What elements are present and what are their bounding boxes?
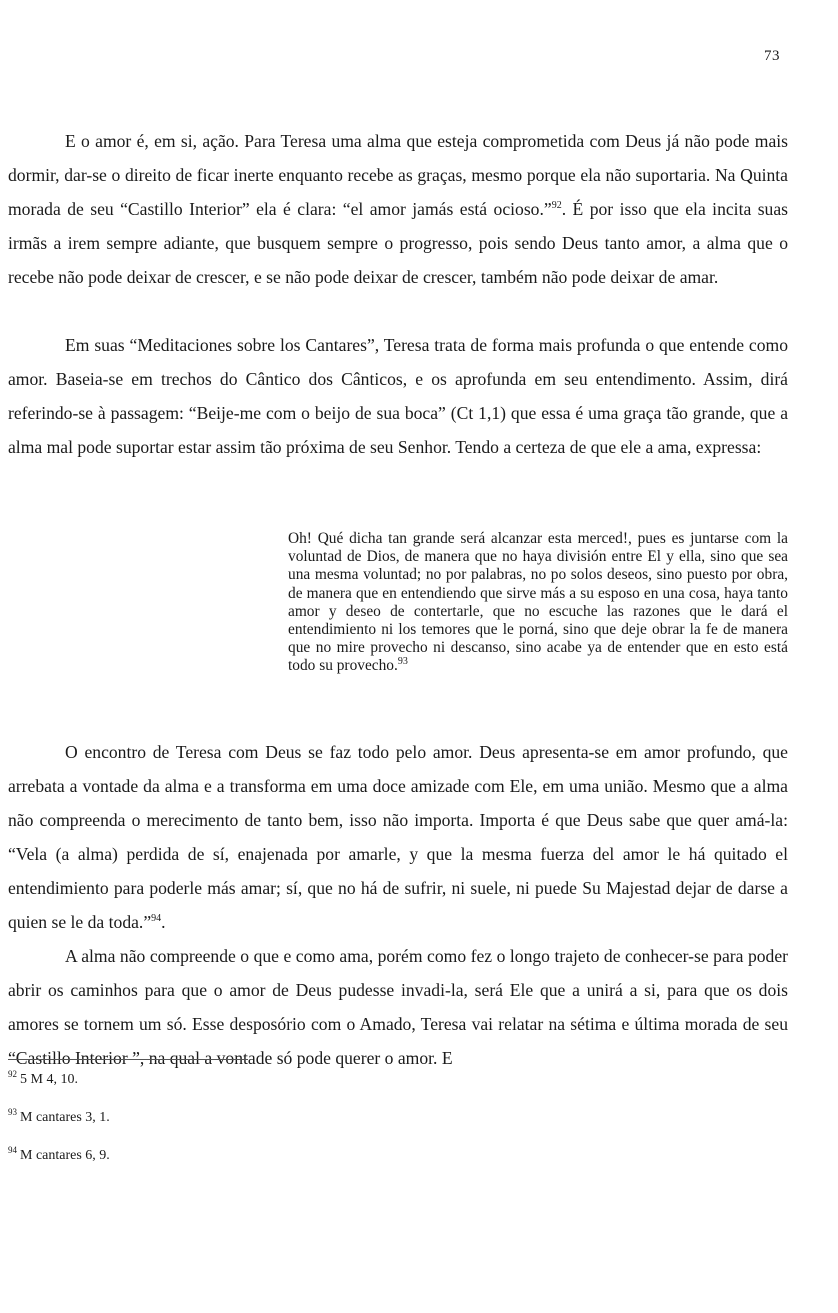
block-quote-text: Oh! Qué dicha tan grande será alcanzar esta merced!, pues es juntarse com la voluntad de Dios, de manera que no haya división entre El y ella, sino que sea una mesma voluntad; no por palabras, no po solos deseos, sino puesto por obra, de manera que en entendiendo que sirve más a su esposo en una cosa, haya tanto amor y deseo de contertarle, que no escuche las razones que le dará el entendimiento ni los temores que le porná, sino que deje obrar la fe de manera que no mire provecho ni descanso, sino acabe ya de entender que en esto está todo su provecho. — [288, 530, 788, 675]
footnote-ref-92: 92 — [551, 200, 562, 212]
paragraph-3-text-a: O encontro de Teresa com Deus se faz todo pelo amor. Deus apresenta-se em amor profundo, que arrebata a vontade da alma e a transforma em uma doce amizade com Ele, em uma união. Mesmo que a alma não compreenda o merecimento de tanto bem, isso não importa. Importa é que Deus sabe que quer amá-la: “Vela (a alma) perdida de sí, enajenada por amarle, y que la mesma fuerza del amor le há quitado el entendimiento para poderle más amar; sí, que no há de sufrir, ni suele, ni puede Su Majestad dejar de darse a quien se le da toda.” — [8, 742, 788, 932]
paragraph-3-text-b: . — [161, 912, 166, 932]
paragraph-2 — [8, 328, 788, 464]
footnote-text: 5 M 4, 10. — [20, 1072, 78, 1087]
footnote-94 — [8, 1147, 110, 1165]
page-number: 73 — [764, 48, 780, 64]
footnote-mark: 92 — [8, 1069, 17, 1080]
footnote-mark: 93 — [8, 1107, 17, 1118]
paragraph-4-text: A alma não compreende o que e como ama, porém como fez o longo trajeto de conhecer-se para poder abrir os caminhos para que o amor de Deus pudesse invadi-la, será Ele que a unirá a si, para que os dois amores se tornem um só. Esse desposório com o Amado, Teresa vai relatar na sétima e última morada de seu “Castillo Interior ”, na qual a vontade só pode querer o amor. E — [8, 946, 788, 1068]
footnote-mark: 94 — [8, 1145, 17, 1156]
footnote-divider — [8, 1059, 248, 1060]
footnote-text: M cantares 3, 1. — [20, 1110, 110, 1125]
block-quote — [288, 530, 788, 676]
paragraph-1 — [8, 124, 788, 294]
paragraph-4 — [8, 939, 788, 1075]
footnote-text: M cantares 6, 9. — [20, 1148, 110, 1163]
paragraph-2-text: Em suas “Meditaciones sobre los Cantares”, Teresa trata de forma mais profunda o que entende como amor. Baseia-se em trechos do Cântico dos Cânticos, e os aprofunda em seu entendimento. Assim, dirá referindo-se à passagem: “Beije-me com o beijo de sua boca” (Ct 1,1) que essa é uma graça tão grande, que a alma mal pode suportar estar assim tão próxima de seu Senhor. Tendo a certeza de que ele a ama, expressa: — [8, 335, 788, 457]
footnote-92 — [8, 1071, 78, 1089]
paragraph-1-text-a: E o amor é, em si, ação. Para Teresa uma alma que esteja comprometida com Deus já não pode mais dormir, dar-se o direito de ficar inerte enquanto recebe as graças, mesmo porque ela não suportaria. Na Quinta morada de seu “Castillo Interior” ela é clara: “el amor jamás está ocioso.” — [8, 131, 788, 219]
paragraph-1-text-b: . É por isso que ela incita suas irmãs a irem sempre adiante, que busquem sempre o progresso, pois sendo Deus tanto amor, a alma que o recebe não pode deixar de crescer, e se não pode deixar de crescer, também não pode deixar de amar. — [8, 199, 788, 287]
footnote-93 — [8, 1109, 110, 1127]
footnote-ref-93: 93 — [397, 656, 408, 668]
footnote-ref-94: 94 — [151, 913, 162, 925]
paragraph-3 — [8, 735, 788, 939]
